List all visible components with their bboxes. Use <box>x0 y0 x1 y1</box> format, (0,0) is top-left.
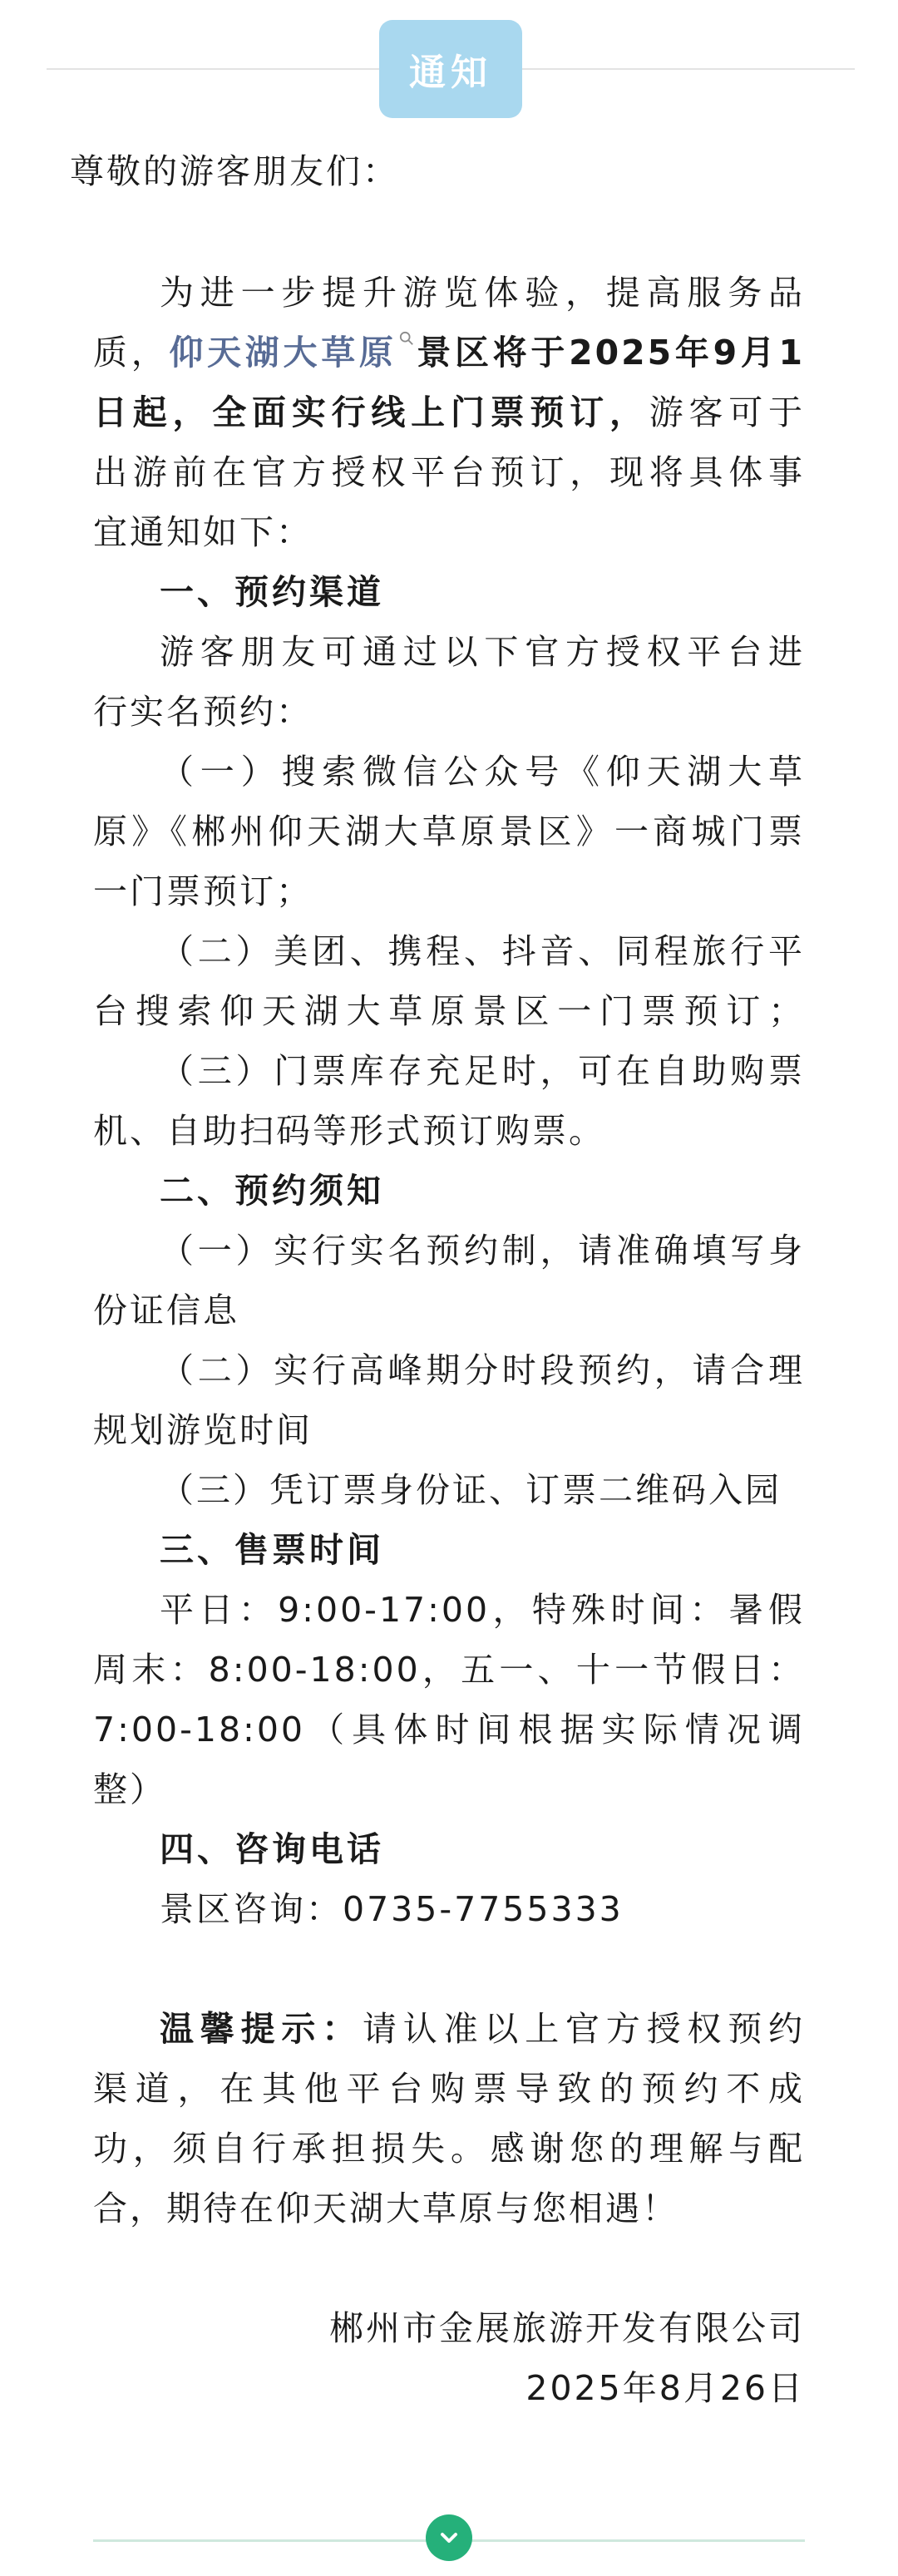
section1-p1-line1: 游客朋友可通过以下官方授权平台进 <box>160 632 805 672</box>
intro-line-3 <box>93 382 805 442</box>
intro-line-1: 为进一步提升游览体验，提高服务品 <box>160 273 805 313</box>
tip-label: 温馨提示： <box>160 2009 363 2049</box>
hotline-number: 景区咨询：0735-7755333 <box>160 1889 624 1929</box>
section2-p1-line1: （一）实行实名预约制，请准确填写身 <box>160 1231 805 1271</box>
notice-header <box>0 0 898 125</box>
section3-line3: 7:00-18:00（具体时间根据实际情况调 <box>93 1710 805 1749</box>
section3-line1: 平日：9:00-17:00，特殊时间：暑假 <box>160 1590 805 1630</box>
intro-bold: 景区将于2025年9月1 <box>415 333 806 373</box>
signature-org: 郴州市金展旅游开发有限公司 <box>329 2308 805 2348</box>
intro-text: 质， <box>93 333 170 373</box>
intro-bold: 日起，全面实行线上门票预订， <box>93 392 649 432</box>
section2-p2-line1: （二）实行高峰期分时段预约，请合理 <box>160 1350 805 1390</box>
section1-p3-line1: （二）美团、携程、抖音、同程旅行平 <box>160 931 805 971</box>
notice-badge: 通知 <box>379 20 522 118</box>
section1-p2-line1: （一）搜索微信公众号《仰天湖大草 <box>160 752 805 792</box>
intro-line-2 <box>93 323 805 382</box>
section1-p4-line1: （三）门票库存充足时，可在自助购票 <box>160 1051 805 1091</box>
tip-line3: 功，须自行承担损失。感谢您的理解与配 <box>93 2129 805 2169</box>
greeting: 尊敬的游客朋友们： <box>70 151 399 191</box>
section2-p3-line1: （三）凭订票身份证、订票二维码入园 <box>160 1470 782 1510</box>
intro-text: 游客可于 <box>649 392 806 432</box>
section-heading-booking-channels: 一、预约渠道 <box>160 572 384 612</box>
search-icon[interactable] <box>399 331 414 346</box>
section2-p2-line2: 规划游览时间 <box>93 1410 313 1450</box>
signature-date: 2025年8月26日 <box>525 2368 805 2408</box>
intro-line-5: 宜通知如下： <box>93 512 313 552</box>
section1-p2-line3: 一门票预订； <box>93 871 313 911</box>
intro-line-4: 出游前在官方授权平台预订，现将具体事 <box>93 452 805 492</box>
tip-line2: 渠道，在其他平台购票导致的预约不成 <box>93 2069 805 2109</box>
chevron-down-icon[interactable] <box>426 2514 472 2561</box>
tip-line4: 合，期待在仰天湖大草原与您相遇！ <box>93 2189 678 2228</box>
section-heading-hotline: 四、咨询电话 <box>160 1829 384 1869</box>
section1-p1-line2: 行实名预约： <box>93 692 313 732</box>
section3-line4: 整） <box>93 1769 166 1809</box>
section1-p4-line2: 机、自助扫码等形式预订购票。 <box>93 1111 605 1151</box>
section2-p1-line2: 份证信息 <box>93 1290 239 1330</box>
section-heading-booking-notes: 二、预约须知 <box>160 1171 384 1211</box>
section3-line2: 周末：8:00-18:00，五一、十一节假日： <box>93 1650 805 1690</box>
section1-p2-line2: 原》《郴州仰天湖大草原景区》一商城门票 <box>93 812 805 851</box>
tip-text: 请认准以上官方授权预约 <box>363 2009 805 2049</box>
tip-line1 <box>160 1999 805 2059</box>
section-heading-ticket-hours: 三、售票时间 <box>160 1530 384 1570</box>
scenic-link[interactable]: 仰天湖大草原 <box>169 333 397 373</box>
section1-p3-line2: 台搜索仰天湖大草原景区一门票预订； <box>93 991 805 1031</box>
